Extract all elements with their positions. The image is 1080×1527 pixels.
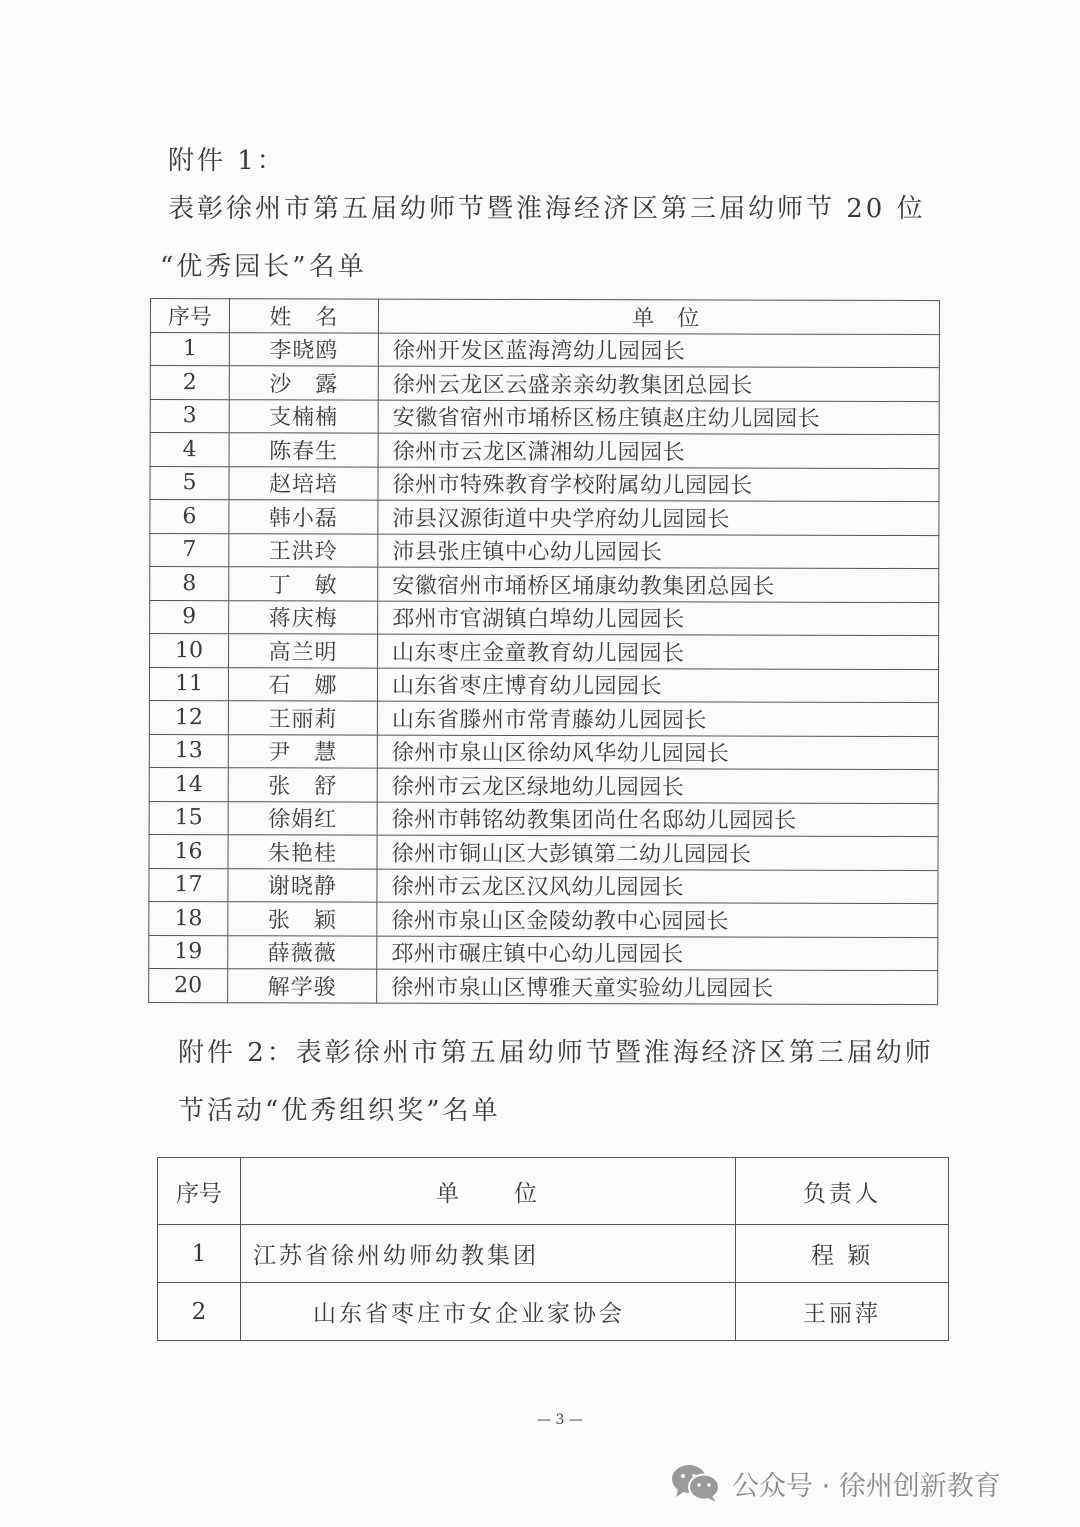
table-row xyxy=(149,767,938,803)
row-name: 陈春生 xyxy=(229,433,378,467)
table-row xyxy=(150,332,939,368)
wechat-icon xyxy=(670,1463,722,1503)
row-index: 9 xyxy=(150,600,229,634)
table-row xyxy=(150,634,939,670)
row-unit: 徐州市韩铭幼教集团尚仕名邸幼儿园园长 xyxy=(377,802,938,837)
row-unit: 徐州开发区蓝海湾幼儿园园长 xyxy=(378,333,939,368)
table-row xyxy=(158,1283,949,1341)
row-index: 2 xyxy=(150,366,229,400)
watermark-text: 公众号 · 徐州创新教育 xyxy=(732,1470,1001,1502)
table-row xyxy=(149,834,938,870)
row-name: 蒋庆梅 xyxy=(229,600,378,634)
attachment2-title-line2: 节活动“优秀组织奖”名单 xyxy=(178,1096,501,1126)
row-index: 14 xyxy=(149,767,228,801)
row-index: 1 xyxy=(158,1225,241,1283)
row-index: 5 xyxy=(150,466,229,500)
row-unit: 安徽宿州市埇桥区埇康幼教集团总园长 xyxy=(378,567,939,602)
row-index: 11 xyxy=(149,667,228,701)
row-index: 2 xyxy=(158,1283,241,1341)
organization-award-table xyxy=(157,1157,949,1341)
attachment2-title-line1: 附件 2：表彰徐州市第五届幼师节暨淮海经济区第三届幼师 xyxy=(178,1038,934,1068)
row-index: 16 xyxy=(149,834,228,868)
row-name: 丁 敏 xyxy=(229,567,378,601)
row-unit: 沛县张庄镇中心幼儿园园长 xyxy=(378,534,939,569)
row-name: 李晓鸥 xyxy=(229,332,378,366)
table-row xyxy=(149,667,938,703)
table-header-row xyxy=(158,1158,949,1225)
row-name: 尹 慧 xyxy=(228,734,377,768)
table-header-row xyxy=(150,299,939,335)
row-name: 朱艳桂 xyxy=(228,835,377,869)
row-person: 王丽萍 xyxy=(736,1283,949,1341)
table-row xyxy=(150,433,939,469)
row-unit: 徐州市铜山区大彭镇第二幼儿园园长 xyxy=(377,835,938,870)
row-name: 支楠楠 xyxy=(229,399,378,433)
table-row xyxy=(149,868,938,904)
table-row xyxy=(149,968,938,1004)
row-index: 4 xyxy=(150,433,229,467)
table-row xyxy=(158,1225,949,1283)
table-row xyxy=(149,700,938,736)
attachment1-title-line2: “优秀园长”名单 xyxy=(160,252,367,282)
row-index: 20 xyxy=(149,968,228,1002)
row-index: 15 xyxy=(149,801,228,835)
row-index: 19 xyxy=(149,935,228,969)
row-index: 7 xyxy=(150,533,229,567)
row-unit: 徐州云龙区云盛亲亲幼教集团总园长 xyxy=(378,366,939,401)
column-header-name: 姓 名 xyxy=(229,299,378,333)
column-header-unit: 单 位 xyxy=(378,299,939,334)
column-header-index: 序号 xyxy=(158,1158,241,1225)
page-number: — 3 — xyxy=(537,1412,583,1428)
row-name: 解学骏 xyxy=(228,969,377,1003)
row-unit: 山东省枣庄市女企业家协会 xyxy=(241,1283,736,1341)
row-name: 谢晓静 xyxy=(228,868,377,902)
table-row xyxy=(150,533,939,569)
row-index: 1 xyxy=(150,332,229,366)
row-name: 徐娟红 xyxy=(228,801,377,835)
row-unit: 徐州市云龙区绿地幼儿园园长 xyxy=(377,768,938,803)
table-row xyxy=(149,935,938,971)
column-header-person: 负责人 xyxy=(736,1158,949,1225)
row-name: 高兰明 xyxy=(229,634,378,668)
row-unit: 徐州市云龙区汉风幼儿园园长 xyxy=(377,869,938,904)
row-index: 17 xyxy=(149,868,228,902)
row-name: 沙 露 xyxy=(229,366,378,400)
row-unit: 徐州市泉山区博雅天童实验幼儿园园长 xyxy=(377,969,938,1004)
row-unit: 山东省枣庄博育幼儿园园长 xyxy=(377,668,938,703)
table-row xyxy=(149,901,938,937)
table-row xyxy=(149,734,938,770)
row-unit: 江苏省徐州幼师幼教集团 xyxy=(241,1225,736,1283)
row-name: 张 颖 xyxy=(228,902,377,936)
table-row xyxy=(150,399,939,435)
row-unit: 徐州市特殊教育学校附属幼儿园园长 xyxy=(378,467,939,502)
table-row xyxy=(150,466,939,502)
row-name: 赵培培 xyxy=(229,466,378,500)
row-name: 王洪玲 xyxy=(229,533,378,567)
watermark xyxy=(670,1463,1001,1503)
row-unit: 徐州市泉山区徐幼风华幼儿园园长 xyxy=(377,735,938,770)
row-index: 18 xyxy=(149,901,228,935)
column-header-index: 序号 xyxy=(150,299,229,333)
row-person: 程 颖 xyxy=(736,1225,949,1283)
row-index: 10 xyxy=(150,634,229,668)
row-name: 王丽莉 xyxy=(228,701,377,735)
row-index: 3 xyxy=(150,399,229,433)
table-row xyxy=(149,801,938,837)
row-name: 韩小磊 xyxy=(229,500,378,534)
table-row xyxy=(150,567,939,603)
row-name: 张 舒 xyxy=(228,768,377,802)
table-row xyxy=(150,366,939,402)
row-name: 石 娜 xyxy=(228,667,377,701)
row-index: 8 xyxy=(150,567,229,601)
row-unit: 山东枣庄金童教育幼儿园园长 xyxy=(378,634,939,669)
attachment1-label: 附件 1： xyxy=(168,146,286,176)
column-header-unit: 单 位 xyxy=(241,1158,736,1225)
row-name: 薛薇薇 xyxy=(228,935,377,969)
table-row xyxy=(150,600,939,636)
outstanding-principals-table xyxy=(148,298,940,1005)
row-index: 13 xyxy=(149,734,228,768)
row-unit: 安徽省宿州市埇桥区杨庄镇赵庄幼儿园园长 xyxy=(378,400,939,435)
row-index: 6 xyxy=(150,500,229,534)
row-unit: 徐州市泉山区金陵幼教中心园园长 xyxy=(377,902,938,937)
table-row xyxy=(150,500,939,536)
row-unit: 山东省滕州市常青藤幼儿园园长 xyxy=(377,701,938,736)
row-unit: 沛县汉源街道中央学府幼儿园园长 xyxy=(378,500,939,535)
row-index: 12 xyxy=(149,700,228,734)
row-unit: 邳州市官湖镇白埠幼儿园园长 xyxy=(378,601,939,636)
row-unit: 徐州市云龙区潇湘幼儿园园长 xyxy=(378,433,939,468)
row-unit: 邳州市碾庄镇中心幼儿园园长 xyxy=(377,936,938,971)
attachment1-title-line1: 表彰徐州市第五届幼师节暨淮海经济区第三届幼师节 20 位 xyxy=(168,194,926,224)
